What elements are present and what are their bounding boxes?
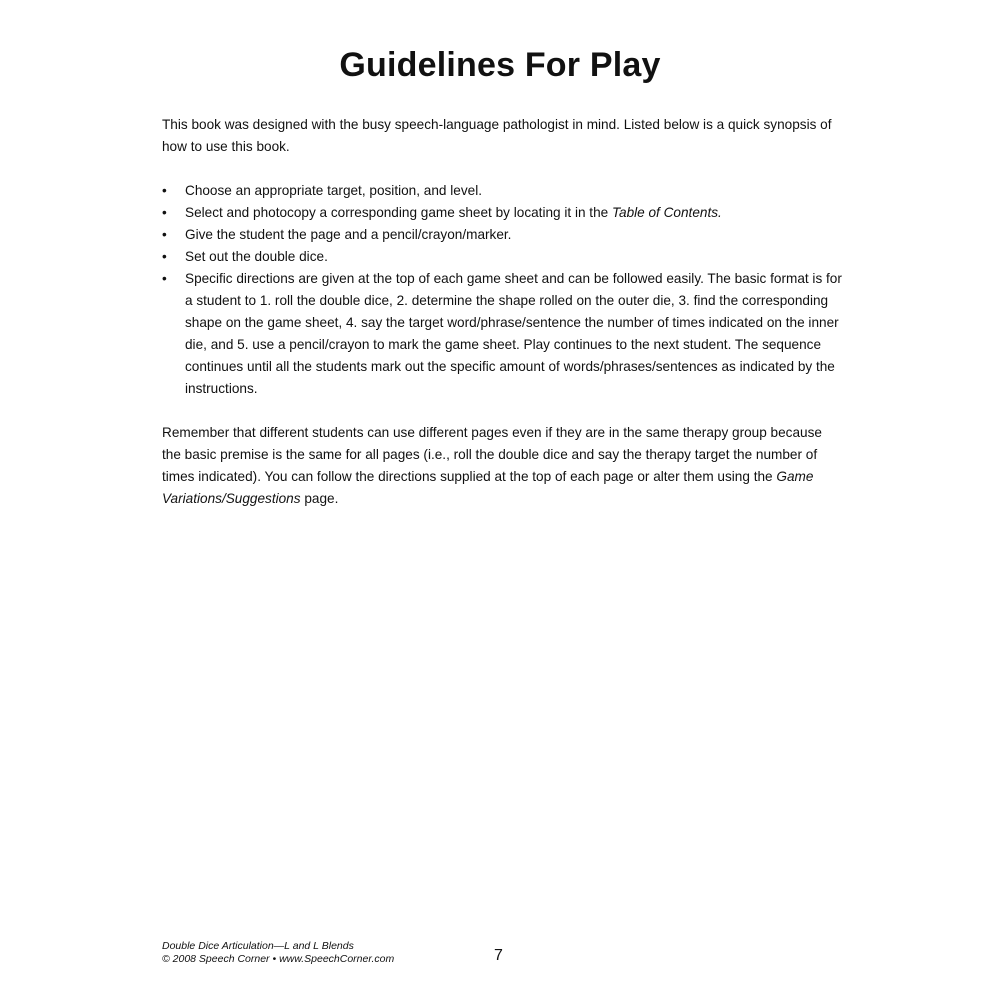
page-title: Guidelines For Play <box>339 46 661 84</box>
list-item <box>162 202 842 224</box>
table-of-contents-reference: Table of Contents. <box>611 205 722 220</box>
footer-book-title: Double Dice Articulation—L and L Blends <box>162 940 354 952</box>
bullet-icon: • <box>162 183 167 198</box>
closing-text: Remember that different students can use different pages even if they are in the same therapy group because the basic premise is the same for all pages (i.e., roll the double dice and say the therapy target the number of times indicated). You can follow the directions supplied at the top of each page or alter them using the <box>162 425 822 484</box>
list-item-text: Give the student the page and a pencil/crayon/marker. <box>185 227 512 242</box>
bullet-icon: • <box>162 271 167 286</box>
page-number: 7 <box>494 947 503 964</box>
list-item <box>162 224 842 246</box>
list-item-text: Set out the double dice. <box>185 249 328 264</box>
body-content <box>162 114 842 510</box>
list-item-text: Select and photocopy a corresponding game sheet by locating it in the <box>185 205 612 220</box>
list-item <box>162 180 842 202</box>
closing-paragraph <box>162 422 842 510</box>
footer-copyright: © 2008 Speech Corner • www.SpeechCorner.com <box>162 953 395 965</box>
bullet-icon: • <box>162 227 167 242</box>
bullet-icon: • <box>162 249 167 264</box>
list-item <box>162 268 842 400</box>
game-variations-reference: Game Variations/Suggestions <box>162 469 814 506</box>
instruction-list <box>162 180 842 400</box>
footer-credits <box>162 940 394 966</box>
bullet-icon: • <box>162 205 167 220</box>
intro-paragraph: This book was designed with the busy speech-language pathologist in mind. Listed below is a quick synopsis of how to use this book. <box>162 117 832 154</box>
closing-text-end: page. <box>300 491 339 506</box>
list-item-text: Specific directions are given at the top of each game sheet and can be followed easily. The basic format is for a student to 1. roll the double dice, 2. determine the shape rolled on the outer die, 3. find the corresponding shape on the game sheet, 4. say the target word/phrase/sentence the number of times indicated on the inner die, and 5. use a pencil/crayon to mark the game sheet. Play continues to the next student. The sequence continues until all the students mark out the specific amount of words/phrases/sentences as indicated by the instructions. <box>185 271 842 396</box>
list-item-text: Choose an appropriate target, position, and level. <box>185 183 482 198</box>
list-item <box>162 246 842 268</box>
